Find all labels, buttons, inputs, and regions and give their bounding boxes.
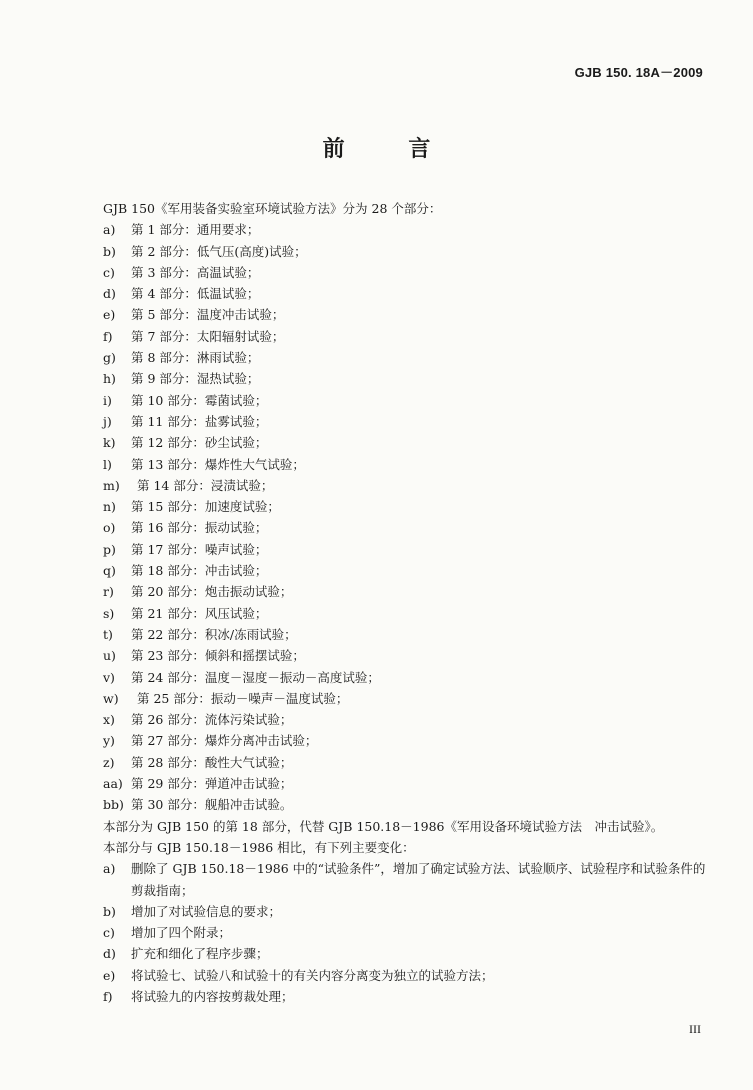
change-item <box>103 901 713 922</box>
list-text: 第 2 部分：低气压(高度)试验； <box>131 243 307 259</box>
list-text: 第 30 部分：舰船冲击试验。 <box>131 797 293 813</box>
list-marker: e) <box>103 307 116 323</box>
list-item <box>103 475 713 496</box>
list-marker: v) <box>103 669 115 685</box>
list-text: 第 9 部分：湿热试验； <box>131 371 260 387</box>
list-item <box>103 730 713 751</box>
change-item <box>103 922 713 943</box>
document-code: GJB 150. 18A－2009 <box>574 65 703 80</box>
list-marker: d) <box>103 286 116 302</box>
list-item <box>103 241 713 262</box>
list-item <box>103 539 713 560</box>
list-item <box>103 432 713 453</box>
list-text: 第 27 部分：爆炸分离冲击试验； <box>131 733 318 749</box>
list-item <box>103 688 713 709</box>
change-marker: b) <box>103 903 116 919</box>
list-item <box>103 773 713 794</box>
change-item <box>103 965 713 986</box>
list-marker: h) <box>103 371 116 387</box>
list-item <box>103 411 713 432</box>
changes-list <box>103 858 713 1007</box>
list-marker: u) <box>103 648 116 664</box>
list-text: 第 21 部分：风压试验； <box>131 605 268 621</box>
change-marker: c) <box>103 925 115 941</box>
list-text: 第 29 部分：弹道冲击试验； <box>131 776 293 792</box>
list-marker: y) <box>103 733 115 749</box>
list-marker: r) <box>103 584 114 600</box>
change-text: 扩充和细化了程序步骤； <box>131 946 269 962</box>
replace-statement: 本部分为 GJB 150 的第 18 部分，代替 GJB 150.18－1986《军用设备环境试验方法 冲击试验》。 <box>103 818 664 834</box>
list-marker: k) <box>103 435 116 451</box>
change-text: 增加了四个附录； <box>131 925 232 941</box>
list-item <box>103 752 713 773</box>
change-text: 删除了 GJB 150.18－1986 中的“试验条件”，增加了确定试验方法、试验顺序、试验程序和试验条件的剪裁指南； <box>131 861 706 898</box>
list-text: 第 25 部分：振动－噪声－温度试验； <box>137 690 349 706</box>
list-text: 第 5 部分：温度冲击试验； <box>131 307 285 323</box>
list-marker: i) <box>103 392 112 408</box>
list-marker: x) <box>103 712 115 728</box>
compare-statement: 本部分与 GJB 150.18－1986 相比，有下列主要变化： <box>103 839 415 855</box>
change-item <box>103 858 713 901</box>
parts-list <box>103 219 713 815</box>
list-text: 第 14 部分：浸渍试验； <box>137 477 274 493</box>
list-text: 第 16 部分：振动试验； <box>131 520 268 536</box>
list-text: 第 15 部分：加速度试验； <box>131 499 280 515</box>
list-text: 第 8 部分：淋雨试验； <box>131 350 260 366</box>
change-marker: e) <box>103 967 116 983</box>
change-marker: a) <box>103 861 116 877</box>
list-item <box>103 368 713 389</box>
list-marker: o) <box>103 520 116 536</box>
list-marker: f) <box>103 328 113 344</box>
list-text: 第 18 部分：冲击试验； <box>131 563 268 579</box>
list-item <box>103 262 713 283</box>
list-text: 第 4 部分：低温试验； <box>131 286 260 302</box>
change-text: 增加了对试验信息的要求； <box>131 903 282 919</box>
list-item <box>103 219 713 240</box>
list-text: 第 20 部分：炮击振动试验； <box>131 584 293 600</box>
list-text: 第 24 部分：温度－湿度－振动－高度试验； <box>131 669 380 685</box>
change-item <box>103 986 713 1007</box>
list-item <box>103 603 713 624</box>
list-marker: t) <box>103 626 113 642</box>
list-marker: s) <box>103 605 115 621</box>
list-item <box>103 709 713 730</box>
page-title: 前 言 <box>322 136 459 162</box>
foreword-body <box>103 198 713 1007</box>
list-item <box>103 304 713 325</box>
change-text: 将试验七、试验八和试验十的有关内容分离变为独立的试验方法； <box>131 967 494 983</box>
list-marker: c) <box>103 264 115 280</box>
list-marker: q) <box>103 563 116 579</box>
page-number: III <box>689 1022 701 1036</box>
list-text: 第 3 部分：高温试验； <box>131 264 260 280</box>
list-item <box>103 347 713 368</box>
list-text: 第 28 部分：酸性大气试验； <box>131 754 293 770</box>
list-text: 第 12 部分：砂尘试验； <box>131 435 268 451</box>
list-text: 第 26 部分：流体污染试验； <box>131 712 293 728</box>
list-marker: aa) <box>103 776 123 792</box>
list-item <box>103 645 713 666</box>
change-marker: d) <box>103 946 116 962</box>
list-marker: z) <box>103 754 115 770</box>
list-text: 第 23 部分：倾斜和摇摆试验； <box>131 648 305 664</box>
list-item <box>103 517 713 538</box>
list-marker: a) <box>103 222 116 238</box>
change-marker: f) <box>103 988 113 1004</box>
list-text: 第 17 部分：噪声试验； <box>131 541 268 557</box>
list-marker: bb) <box>103 797 124 813</box>
list-marker: j) <box>103 413 112 429</box>
list-marker: b) <box>103 243 116 259</box>
list-text: 第 10 部分：霉菌试验； <box>131 392 268 408</box>
list-marker: m) <box>103 477 120 493</box>
list-item <box>103 794 713 815</box>
list-item <box>103 496 713 517</box>
list-marker: g) <box>103 350 116 366</box>
list-marker: w) <box>103 690 119 706</box>
list-text: 第 22 部分：积冰/冻雨试验； <box>131 626 297 642</box>
change-text: 将试验九的内容按剪裁处理； <box>131 988 294 1004</box>
list-marker: l) <box>103 456 112 472</box>
list-marker: p) <box>103 541 116 557</box>
list-item <box>103 326 713 347</box>
list-text: 第 1 部分：通用要求； <box>131 222 260 238</box>
list-item <box>103 283 713 304</box>
list-item <box>103 581 713 602</box>
list-item <box>103 390 713 411</box>
change-item <box>103 943 713 964</box>
list-item <box>103 454 713 475</box>
list-item <box>103 560 713 581</box>
list-text: 第 13 部分：爆炸性大气试验； <box>131 456 305 472</box>
list-text: 第 7 部分：太阳辐射试验； <box>131 328 285 344</box>
list-item <box>103 624 713 645</box>
list-text: 第 11 部分：盐雾试验； <box>131 413 268 429</box>
intro-paragraph: GJB 150《军用装备实验室环境试验方法》分为 28 个部分： <box>103 201 442 216</box>
list-item <box>103 667 713 688</box>
list-marker: n) <box>103 499 116 515</box>
